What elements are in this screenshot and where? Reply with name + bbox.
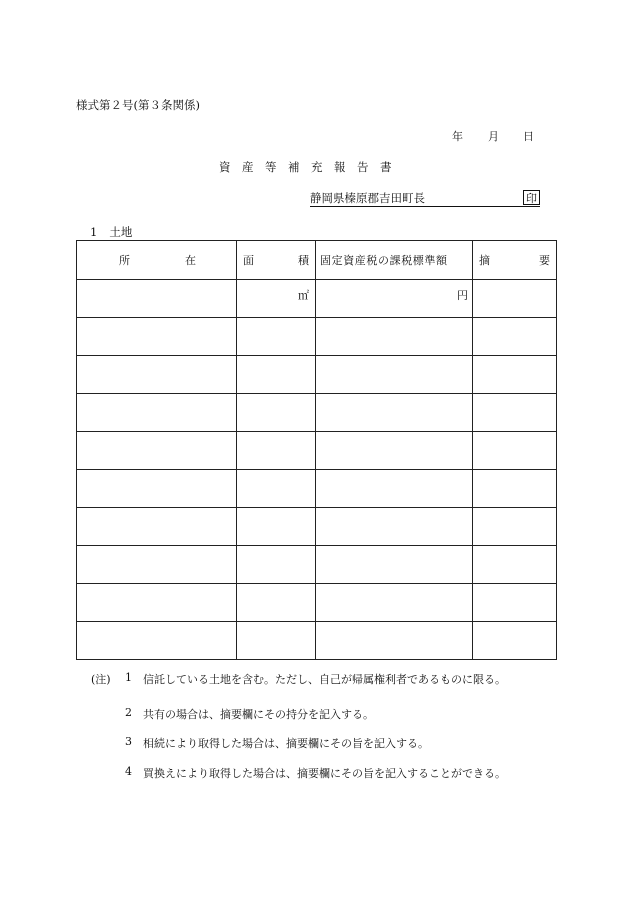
table-body [77, 280, 557, 660]
cell-location[interactable] [77, 546, 237, 584]
addressee: 静岡県榛原郡吉田町長 [310, 191, 425, 205]
form-number: 様式第２号(第３条関係) [76, 98, 200, 112]
cell-note[interactable] [473, 470, 557, 508]
table-row [77, 280, 557, 318]
cell-location[interactable] [77, 432, 237, 470]
cell-location[interactable] [77, 584, 237, 622]
note-number: 2 [125, 706, 132, 719]
table-row [77, 470, 557, 508]
value-unit: 円 [457, 289, 468, 302]
cell-value[interactable] [316, 394, 473, 432]
cell-area[interactable] [237, 394, 316, 432]
addressee-line [310, 189, 540, 207]
cell-area[interactable] [237, 584, 316, 622]
header-location-b: 在 [185, 254, 196, 267]
cell-location[interactable] [77, 622, 237, 660]
header-note [473, 241, 557, 280]
note-number: 1 [125, 671, 132, 684]
header-note-a: 摘 [479, 254, 490, 267]
table-row [77, 584, 557, 622]
cell-location[interactable] [77, 394, 237, 432]
note-text: 共有の場合は、摘要欄にその持分を記入する。 [143, 708, 374, 721]
header-area-a: 面 [243, 254, 254, 267]
cell-note[interactable] [473, 546, 557, 584]
cell-note[interactable] [473, 280, 557, 318]
notes-prefix: (注) [91, 673, 111, 686]
cell-value[interactable] [316, 622, 473, 660]
cell-location[interactable] [77, 470, 237, 508]
header-value [316, 241, 473, 280]
header-value-label: 固定資産税の課税標準額 [320, 254, 448, 267]
cell-area[interactable] [237, 470, 316, 508]
note-text: 買換えにより取得した場合は、摘要欄にその旨を記入することができる。 [143, 767, 506, 780]
seal-mark: 印 [523, 190, 540, 205]
date-month-label: 月 [488, 130, 499, 143]
cell-location[interactable] [77, 508, 237, 546]
cell-note[interactable] [473, 318, 557, 356]
cell-value[interactable] [316, 432, 473, 470]
note-text: 信託している土地を含む。ただし、自己が帰属権利者であるものに限る。 [143, 673, 506, 686]
note-number: 4 [125, 765, 132, 778]
cell-value[interactable] [316, 280, 473, 318]
land-table [76, 240, 557, 660]
cell-area[interactable] [237, 356, 316, 394]
header-location [77, 241, 237, 280]
cell-note[interactable] [473, 508, 557, 546]
table-row [77, 356, 557, 394]
area-unit: ㎡ [298, 289, 309, 302]
cell-area[interactable] [237, 546, 316, 584]
cell-location[interactable] [77, 356, 237, 394]
cell-value[interactable] [316, 356, 473, 394]
cell-note[interactable] [473, 432, 557, 470]
section-label: 土地 [109, 225, 133, 239]
cell-value[interactable] [316, 508, 473, 546]
table-row [77, 622, 557, 660]
note-text: 相続により取得した場合は、摘要欄にその旨を記入する。 [143, 737, 429, 750]
cell-area[interactable] [237, 432, 316, 470]
document-title: 資産等補充報告書 [219, 160, 403, 174]
cell-area[interactable] [237, 318, 316, 356]
cell-value[interactable] [316, 546, 473, 584]
cell-note[interactable] [473, 622, 557, 660]
date-day-label: 日 [523, 130, 534, 143]
table-header-row [77, 241, 557, 280]
cell-value[interactable] [316, 470, 473, 508]
cell-note[interactable] [473, 584, 557, 622]
table-row [77, 546, 557, 584]
header-area-b: 積 [298, 254, 309, 267]
header-location-a: 所 [119, 254, 130, 267]
cell-location[interactable] [77, 280, 237, 318]
table-row [77, 508, 557, 546]
cell-area[interactable] [237, 508, 316, 546]
cell-location[interactable] [77, 318, 237, 356]
header-note-b: 要 [539, 254, 550, 267]
section-number: 1 [90, 225, 98, 239]
cell-area[interactable] [237, 280, 316, 318]
cell-note[interactable] [473, 394, 557, 432]
cell-value[interactable] [316, 318, 473, 356]
cell-note[interactable] [473, 356, 557, 394]
date-year-label: 年 [452, 130, 463, 143]
section-heading [90, 224, 132, 240]
table-row [77, 394, 557, 432]
table-row [77, 432, 557, 470]
cell-area[interactable] [237, 622, 316, 660]
cell-value[interactable] [316, 584, 473, 622]
note-number: 3 [125, 735, 132, 748]
header-area [237, 241, 316, 280]
table-row [77, 318, 557, 356]
